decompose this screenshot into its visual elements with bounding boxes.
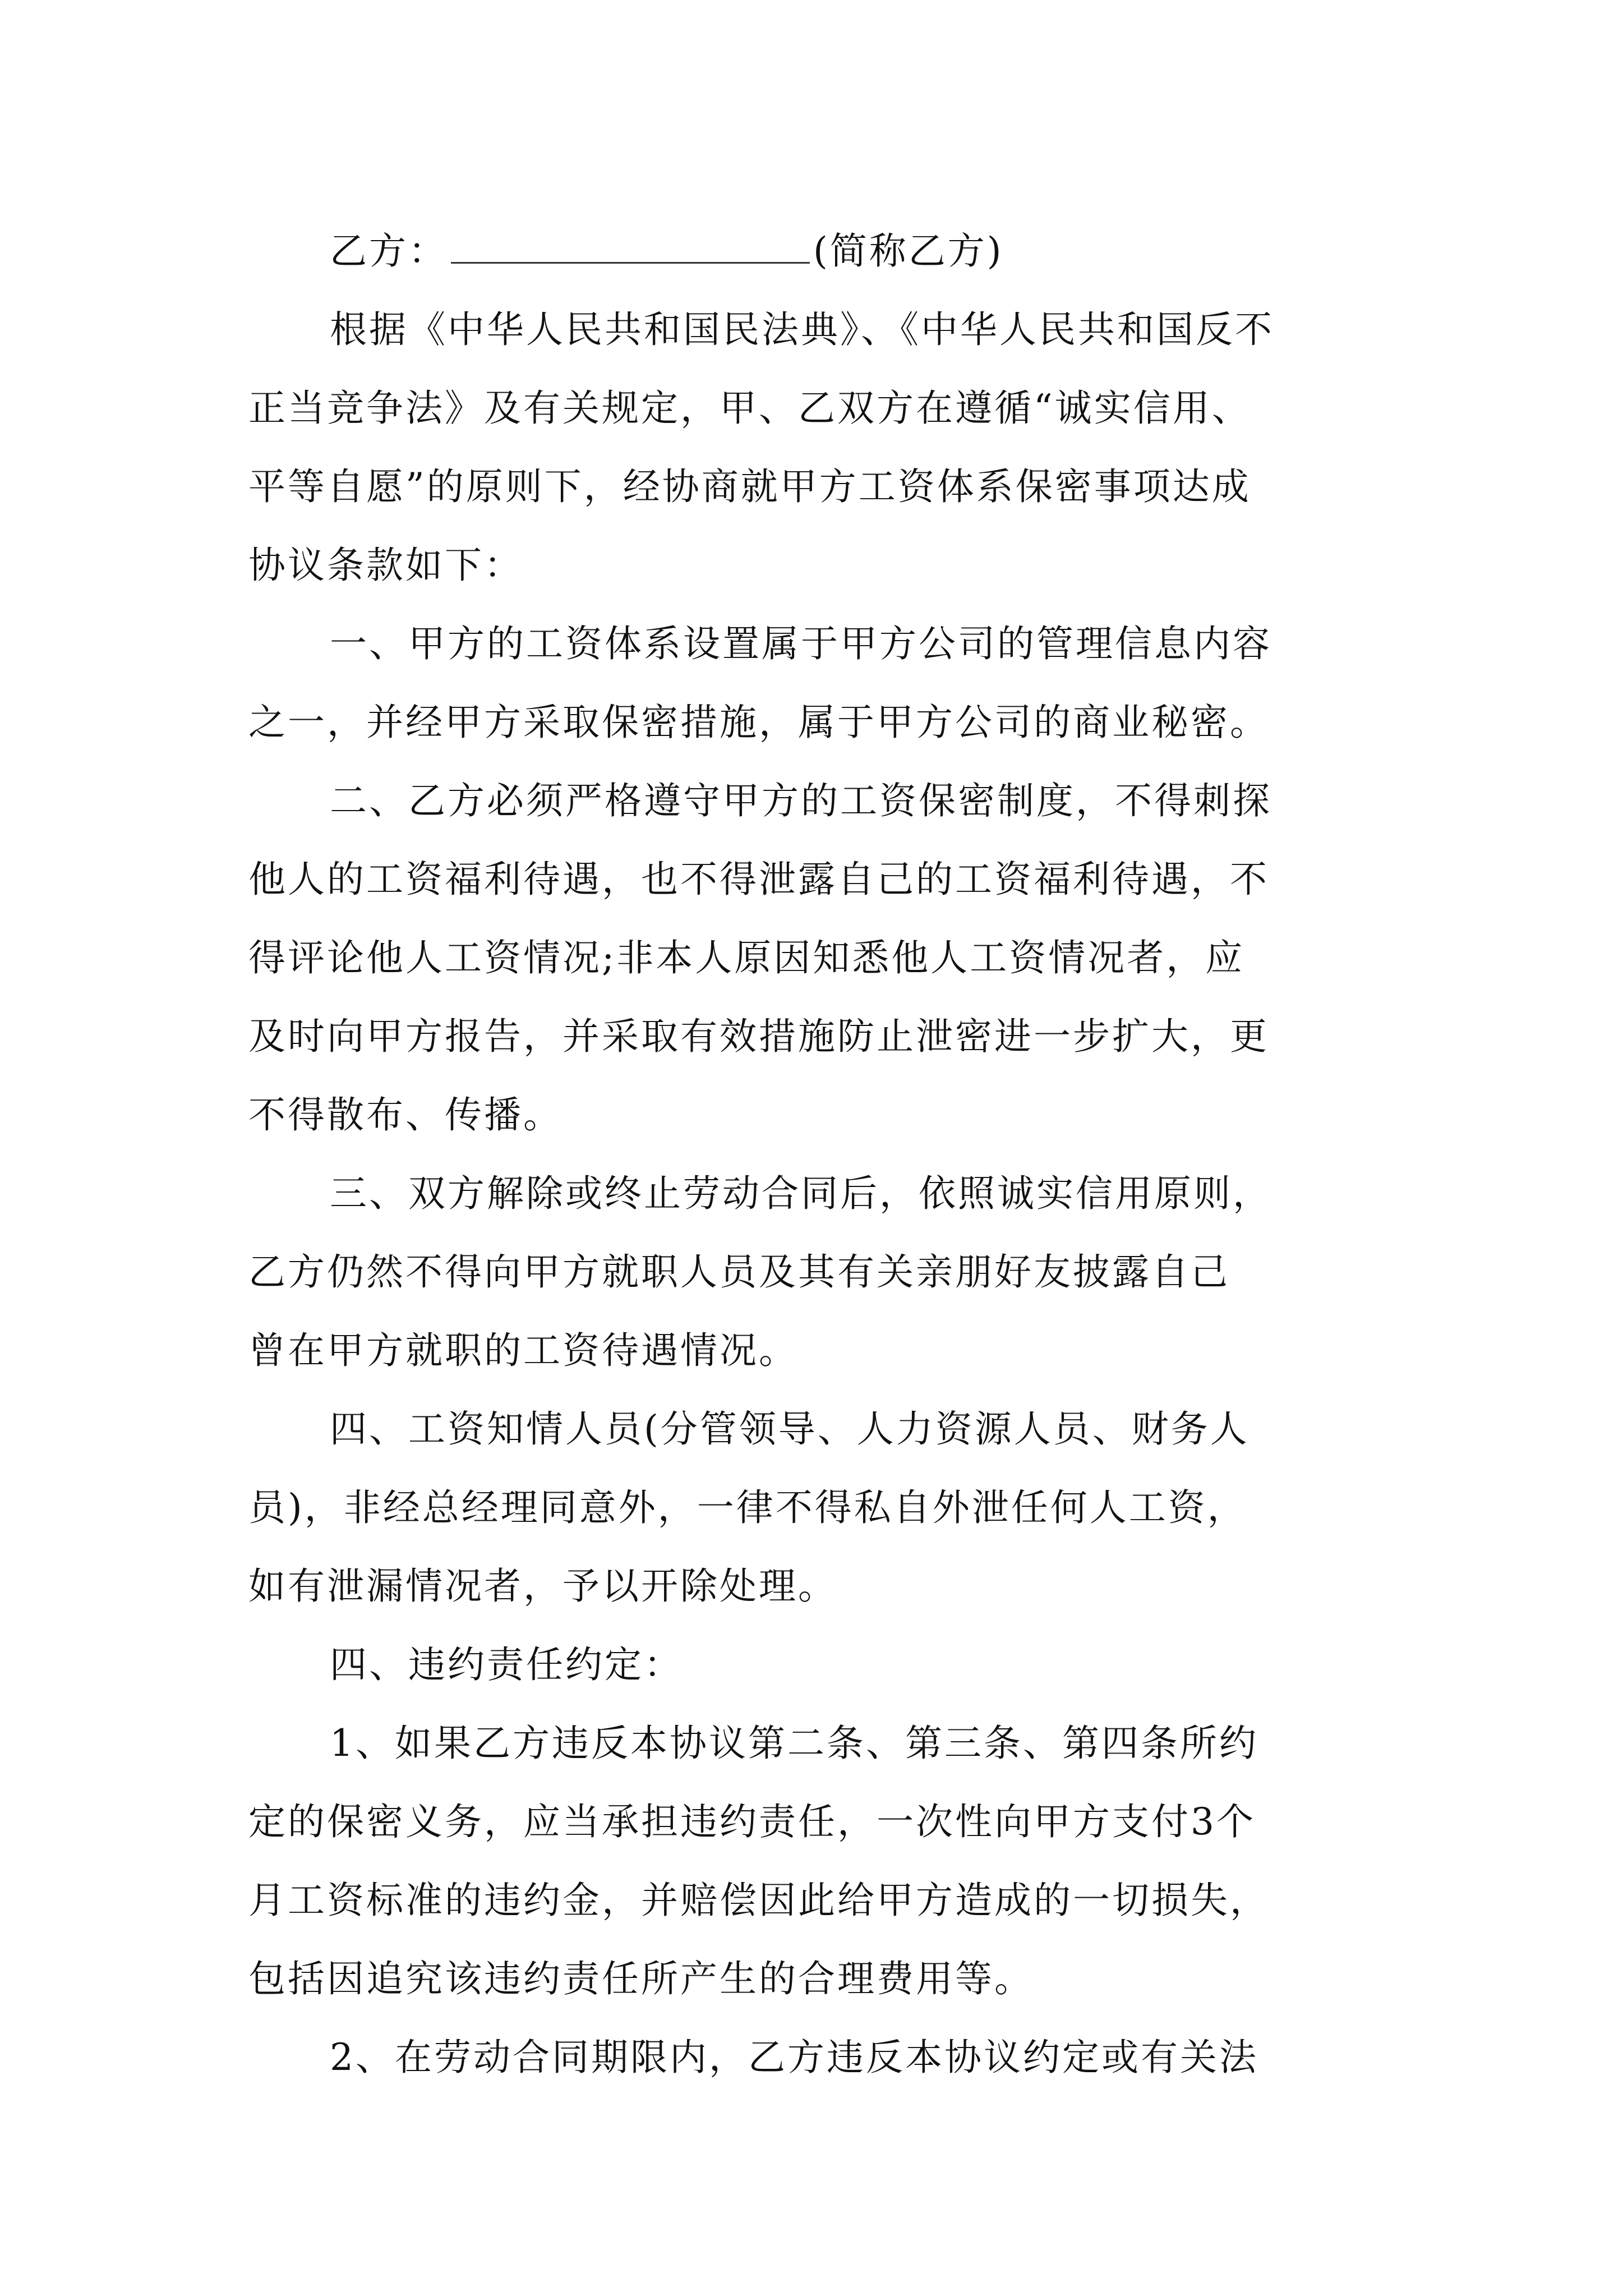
paragraph-line: 及时向甲方报告，并采取有效措施防止泄密进一步扩大，更 (248, 1015, 1269, 1058)
paragraph-line: 乙方仍然不得向甲方就职人员及其有关亲朋好友披露自己 (248, 1250, 1230, 1294)
paragraph-article-3 (248, 1154, 1376, 1390)
paragraph-line: 月工资标准的违约金，并赔偿因此给甲方造成的一切损失， (248, 1879, 1269, 1922)
paragraph-line: 如有泄漏情况者，予以开除处理。 (248, 1565, 837, 1608)
paragraph-line: 根据《中华人民共和国民法典》、《中华人民共和国反不 (330, 308, 1274, 351)
paragraph-line: 包括因追究该违约责任所产生的合理费用等。 (248, 1957, 1034, 2000)
paragraph-line: 1、如果乙方违反本协议第二条、第三条、第四条所约 (330, 1722, 1258, 1765)
paragraph-line: 三、双方解除或终止劳动合同后，依照诚实信用原则， (330, 1172, 1272, 1215)
section-heading: 四、违约责任约定： (330, 1643, 683, 1686)
paragraph-preamble (248, 291, 1376, 605)
paragraph-article-1 (248, 605, 1376, 762)
party-b-suffix: (简称乙方) (813, 229, 1004, 273)
party-b-line (248, 212, 1376, 291)
paragraph-line: 得评论他人工资情况;非本人原因知悉他人工资情况者，应 (248, 936, 1245, 979)
paragraph-breach-item-2 (248, 2018, 1376, 2097)
paragraph-article-4 (248, 1390, 1376, 1626)
paragraph-line: 协议条款如下： (248, 544, 523, 587)
party-b-name-blank[interactable] (451, 223, 810, 264)
paragraph-line: 四、工资知情人员(分管领导、人力资源人员、财务人 (330, 1407, 1249, 1451)
paragraph-line: 曾在甲方就职的工资待遇情况。 (248, 1329, 798, 1372)
paragraph-breach-heading (248, 1626, 1376, 1704)
paragraph-line: 2、在劳动合同期限内，乙方违反本协议约定或有关法 (330, 2036, 1258, 2079)
paragraph-line: 员)，非经总经理同意外，一律不得私自外泄任何人工资， (248, 1486, 1247, 1529)
document-page (248, 212, 1376, 2097)
paragraph-line: 正当竞争法》及有关规定，甲、乙双方在遵循“诚实信用、 (248, 386, 1251, 430)
paragraph-line: 二、乙方必须严格遵守甲方的工资保密制度，不得刺探 (330, 779, 1272, 822)
party-b-label: 乙方： (330, 229, 448, 273)
paragraph-article-2 (248, 762, 1376, 1154)
paragraph-breach-item-1 (248, 1704, 1376, 2018)
paragraph-line: 他人的工资福利待遇，也不得泄露自己的工资福利待遇，不 (248, 858, 1269, 901)
paragraph-line: 不得散布、传播。 (248, 1093, 562, 1137)
paragraph-line: 定的保密义务，应当承担违约责任，一次性向甲方支付3个 (248, 1800, 1256, 1843)
paragraph-line: 之一，并经甲方采取保密措施，属于甲方公司的商业秘密。 (248, 701, 1269, 744)
paragraph-line: 一、甲方的工资体系设置属于甲方公司的管理信息内容 (330, 622, 1272, 665)
paragraph-line: 平等自愿”的原则下，经协商就甲方工资体系保密事项达成 (248, 465, 1251, 508)
